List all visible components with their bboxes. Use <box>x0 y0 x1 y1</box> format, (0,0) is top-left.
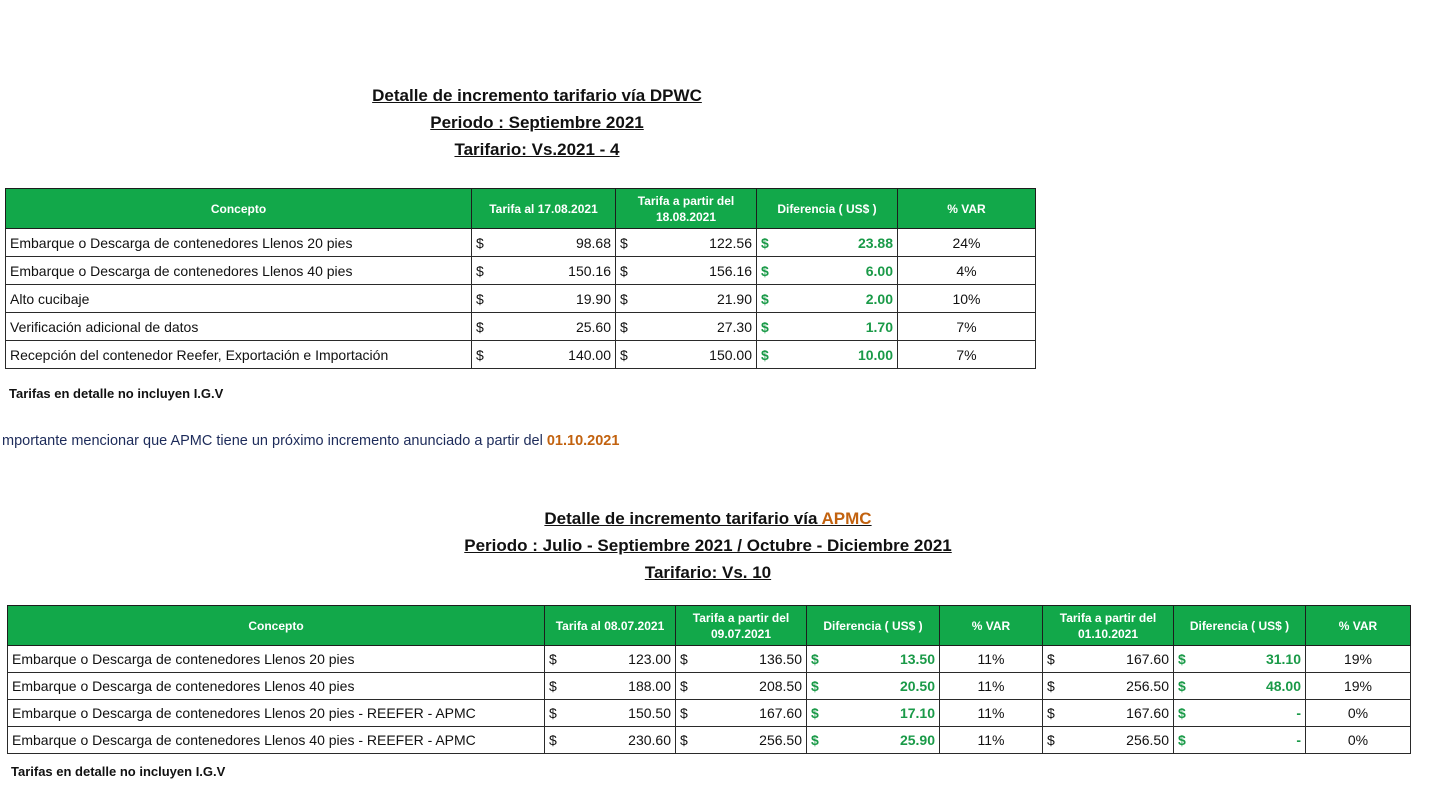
currency-symbol: $ <box>476 262 484 279</box>
concept-cell: Embarque o Descarga de contenedores Llenos 40 pies <box>8 673 545 700</box>
dpwc-header-row <box>6 189 1036 229</box>
apmc-header-diferencia: Diferencia ( US$ ) <box>807 606 940 646</box>
tarifa-old-cell <box>545 646 676 673</box>
diferencia-cell-value: 10.00 <box>857 346 893 363</box>
tarifa-new2-cell <box>1043 700 1174 727</box>
diferencia-cell-value: 17.10 <box>899 705 935 721</box>
currency-symbol: $ <box>549 732 557 748</box>
diferencia-cell-value: 2.00 <box>865 290 893 307</box>
var-cell: 11% <box>940 700 1043 727</box>
diferencia-cell <box>757 229 898 257</box>
var2-cell: 0% <box>1306 727 1411 754</box>
table-row <box>6 313 1036 341</box>
dpwc-note: Tarifas en detalle no incluyen I.G.V <box>9 386 224 401</box>
concept-cell: Embarque o Descarga de contenedores Llenos 40 pies <box>6 257 472 285</box>
apmc-title <box>408 505 1008 532</box>
currency-symbol: $ <box>549 678 557 694</box>
tarifa-old-cell-value: 25.60 <box>575 318 611 335</box>
dpwc-header-diferencia: Diferencia ( US$ ) <box>757 189 898 229</box>
diferencia-cell <box>757 313 898 341</box>
table-row <box>6 285 1036 313</box>
diferencia-cell <box>807 673 940 700</box>
currency-symbol: $ <box>476 234 484 251</box>
tarifa-old-cell <box>472 341 616 369</box>
dpwc-tariff: Tarifario: Vs.2021 - 4 <box>454 140 620 159</box>
currency-symbol: $ <box>761 290 769 307</box>
var-cell: 10% <box>898 285 1036 313</box>
currency-symbol: $ <box>1047 705 1055 721</box>
var-cell: 24% <box>898 229 1036 257</box>
tarifa-new-cell <box>616 285 757 313</box>
tarifa-old-cell-value: 230.60 <box>628 732 671 748</box>
diferencia2-cell <box>1174 700 1306 727</box>
diferencia-cell <box>757 341 898 369</box>
diferencia-cell-value: 6.00 <box>865 262 893 279</box>
tarifa-old-cell-value: 98.68 <box>575 234 611 251</box>
diferencia2-cell <box>1174 646 1306 673</box>
apmc-title-highlight: APMC <box>821 509 872 528</box>
currency-symbol: $ <box>620 290 628 307</box>
diferencia2-cell-value: - <box>1296 705 1301 721</box>
tarifa-old-cell-value: 19.90 <box>575 290 611 307</box>
diferencia-cell-value: 13.50 <box>899 651 935 667</box>
diferencia-cell-value: 25.90 <box>899 732 935 748</box>
currency-symbol: $ <box>680 705 688 721</box>
diferencia-cell <box>807 727 940 754</box>
tarifa-old-cell <box>472 285 616 313</box>
diferencia-cell-value: 20.50 <box>899 678 935 694</box>
currency-symbol: $ <box>1047 651 1055 667</box>
diferencia2-cell <box>1174 673 1306 700</box>
tarifa-old-cell <box>545 673 676 700</box>
table-row <box>8 700 1411 727</box>
concept-cell: Embarque o Descarga de contenedores Llenos 20 pies <box>8 646 545 673</box>
tarifa-new-cell-value: 156.16 <box>709 262 752 279</box>
dpwc-title-block <box>337 82 737 163</box>
diferencia2-cell-value: - <box>1296 732 1301 748</box>
currency-symbol: $ <box>476 318 484 335</box>
apmc-header-diferencia2: Diferencia ( US$ ) <box>1174 606 1306 646</box>
tarifa-new-cell <box>676 727 807 754</box>
tarifa-new2-cell <box>1043 646 1174 673</box>
notice-date: 01.10.2021 <box>546 433 620 449</box>
tarifa-new-cell <box>616 257 757 285</box>
tarifa-new2-cell <box>1043 727 1174 754</box>
apmc-header-tarifa-new2: Tarifa a partir del 01.10.2021 <box>1043 606 1174 646</box>
tarifa-new2-cell-value: 256.50 <box>1126 678 1169 694</box>
table-row <box>8 646 1411 673</box>
var2-cell: 19% <box>1306 646 1411 673</box>
tarifa-new2-cell <box>1043 673 1174 700</box>
currency-symbol: $ <box>620 318 628 335</box>
apmc-header-concepto: Concepto <box>8 606 545 646</box>
apmc-title-block <box>408 505 1008 586</box>
concept-cell: Recepción del contenedor Reefer, Exportación e Importación <box>6 341 472 369</box>
tarifa-old-cell-value: 150.50 <box>628 705 671 721</box>
apmc-notice <box>2 433 619 449</box>
tarifa-old-cell-value: 123.00 <box>628 651 671 667</box>
table-row <box>8 727 1411 754</box>
currency-symbol: $ <box>680 732 688 748</box>
dpwc-table <box>5 188 1036 369</box>
var2-cell: 0% <box>1306 700 1411 727</box>
tarifa-new-cell-value: 122.56 <box>709 234 752 251</box>
currency-symbol: $ <box>476 290 484 307</box>
currency-symbol: $ <box>549 651 557 667</box>
tarifa-new-cell <box>616 341 757 369</box>
concept-cell: Embarque o Descarga de contenedores Llenos 20 pies <box>6 229 472 257</box>
currency-symbol: $ <box>1178 732 1186 748</box>
tarifa-old-cell-value: 140.00 <box>568 346 611 363</box>
currency-symbol: $ <box>476 346 484 363</box>
currency-symbol: $ <box>811 678 819 694</box>
tarifa-new2-cell-value: 256.50 <box>1126 732 1169 748</box>
currency-symbol: $ <box>1178 678 1186 694</box>
tarifa-new-cell <box>616 313 757 341</box>
currency-symbol: $ <box>620 262 628 279</box>
diferencia2-cell <box>1174 727 1306 754</box>
tarifa-old-cell <box>545 727 676 754</box>
tarifa-old-cell <box>472 229 616 257</box>
tarifa-new-cell <box>676 700 807 727</box>
tarifa-new-cell-value: 208.50 <box>759 678 802 694</box>
currency-symbol: $ <box>620 346 628 363</box>
diferencia-cell <box>757 285 898 313</box>
table-row <box>8 673 1411 700</box>
tarifa-new-cell-value: 167.60 <box>759 705 802 721</box>
tarifa-new-cell <box>616 229 757 257</box>
apmc-header-var2: % VAR <box>1306 606 1411 646</box>
table-row <box>6 257 1036 285</box>
apmc-header-var: % VAR <box>940 606 1043 646</box>
apmc-header-tarifa-new: Tarifa a partir del 09.07.2021 <box>676 606 807 646</box>
tarifa-old-cell <box>545 700 676 727</box>
tarifa-new-cell-value: 256.50 <box>759 732 802 748</box>
var-cell: 11% <box>940 673 1043 700</box>
tarifa-old-cell-value: 150.16 <box>568 262 611 279</box>
apmc-tariff: Tarifario: Vs. 10 <box>644 563 772 582</box>
apmc-note: Tarifas en detalle no incluyen I.G.V <box>11 764 226 779</box>
currency-symbol: $ <box>549 705 557 721</box>
diferencia-cell <box>807 700 940 727</box>
apmc-period: Periodo : Julio - Septiembre 2021 / Octubre - Diciembre 2021 <box>464 536 952 555</box>
tarifa-new-cell-value: 27.30 <box>716 318 752 335</box>
currency-symbol: $ <box>680 651 688 667</box>
dpwc-header-concepto: Concepto <box>6 189 472 229</box>
currency-symbol: $ <box>761 346 769 363</box>
apmc-title-prefix: Detalle de incremento tarifario vía <box>544 509 822 528</box>
apmc-header-row <box>8 606 1411 646</box>
dpwc-header-tarifa-new: Tarifa a partir del 18.08.2021 <box>616 189 757 229</box>
currency-symbol: $ <box>761 234 769 251</box>
apmc-header-tarifa-old: Tarifa al 08.07.2021 <box>545 606 676 646</box>
var-cell: 11% <box>940 646 1043 673</box>
currency-symbol: $ <box>761 262 769 279</box>
currency-symbol: $ <box>620 234 628 251</box>
tarifa-new-cell <box>676 673 807 700</box>
table-row <box>6 229 1036 257</box>
tarifa-old-cell <box>472 257 616 285</box>
tarifa-new-cell-value: 136.50 <box>759 651 802 667</box>
currency-symbol: $ <box>811 651 819 667</box>
tarifa-old-cell-value: 188.00 <box>628 678 671 694</box>
var-cell: 7% <box>898 341 1036 369</box>
var2-cell: 19% <box>1306 673 1411 700</box>
diferencia2-cell-value: 31.10 <box>1265 651 1301 667</box>
diferencia-cell <box>757 257 898 285</box>
tarifa-old-cell <box>472 313 616 341</box>
tarifa-new-cell-value: 150.00 <box>709 346 752 363</box>
currency-symbol: $ <box>1178 651 1186 667</box>
tarifa-new2-cell-value: 167.60 <box>1126 651 1169 667</box>
tarifa-new2-cell-value: 167.60 <box>1126 705 1169 721</box>
tarifa-new-cell-value: 21.90 <box>716 290 752 307</box>
currency-symbol: $ <box>811 732 819 748</box>
dpwc-period: Periodo : Septiembre 2021 <box>430 113 644 132</box>
tarifa-new-cell <box>676 646 807 673</box>
concept-cell: Verificación adicional de datos <box>6 313 472 341</box>
currency-symbol: $ <box>680 678 688 694</box>
currency-symbol: $ <box>1178 705 1186 721</box>
diferencia-cell-value: 1.70 <box>865 318 893 335</box>
currency-symbol: $ <box>1047 678 1055 694</box>
notice-text: mportante mencionar que APMC tiene un próximo incremento anunciado a partir del <box>2 433 547 449</box>
diferencia-cell <box>807 646 940 673</box>
concept-cell: Embarque o Descarga de contenedores Llenos 40 pies - REEFER - APMC <box>8 727 545 754</box>
table-row <box>6 341 1036 369</box>
dpwc-title: Detalle de incremento tarifario vía DPWC <box>372 86 702 105</box>
var-cell: 7% <box>898 313 1036 341</box>
dpwc-header-tarifa-old: Tarifa al 17.08.2021 <box>472 189 616 229</box>
diferencia2-cell-value: 48.00 <box>1265 678 1301 694</box>
currency-symbol: $ <box>1047 732 1055 748</box>
var-cell: 4% <box>898 257 1036 285</box>
diferencia-cell-value: 23.88 <box>857 234 893 251</box>
var-cell: 11% <box>940 727 1043 754</box>
concept-cell: Alto cucibaje <box>6 285 472 313</box>
currency-symbol: $ <box>761 318 769 335</box>
concept-cell: Embarque o Descarga de contenedores Llenos 20 pies - REEFER - APMC <box>8 700 545 727</box>
currency-symbol: $ <box>811 705 819 721</box>
apmc-table <box>7 605 1411 754</box>
dpwc-header-var: % VAR <box>898 189 1036 229</box>
